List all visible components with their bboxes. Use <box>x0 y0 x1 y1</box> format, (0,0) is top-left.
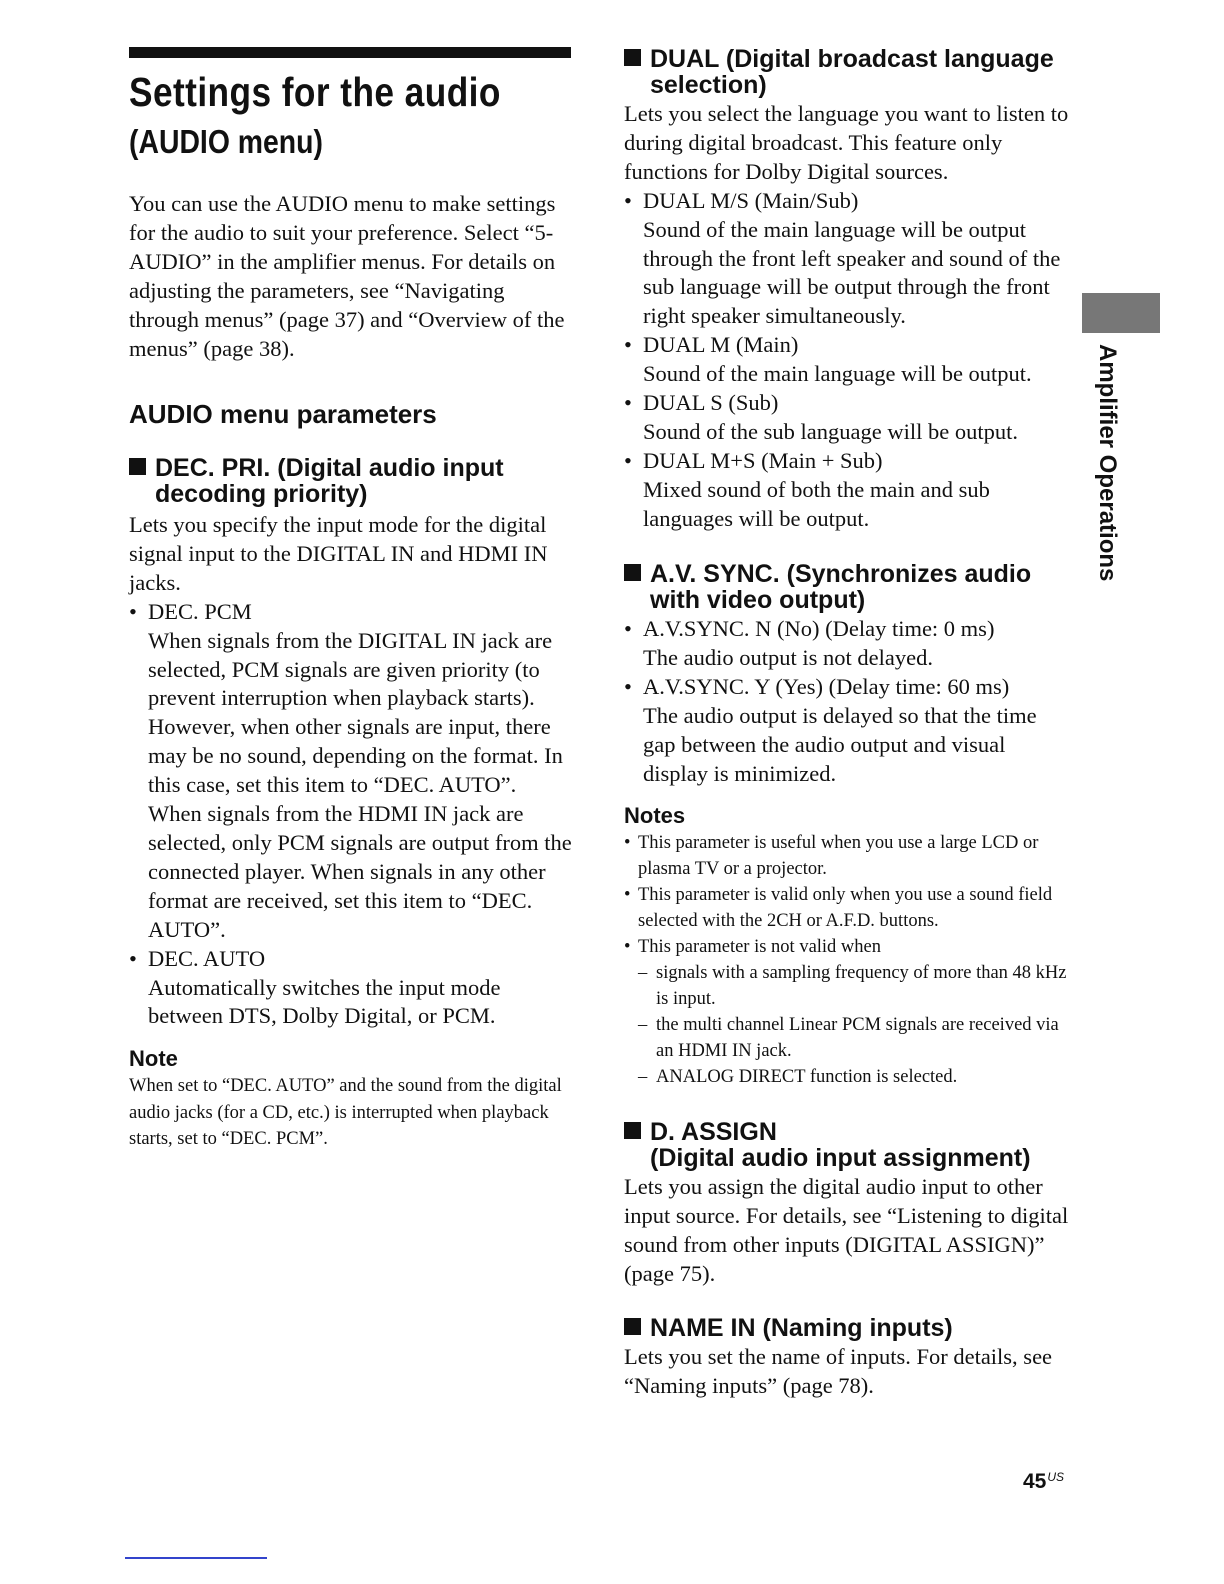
name-in-section <box>624 1315 1069 1401</box>
dual-options <box>624 187 1069 534</box>
dual-section <box>624 46 1069 534</box>
sub-note-text: signals with a sampling frequency of more than 48 kHz is input. <box>656 963 1067 1010</box>
notes-list <box>624 830 1069 1090</box>
page-number: $45^{US}$ <box>1023 1470 1065 1493</box>
dec-pri-description: Lets you specify the input mode for the digital signal input to the DIGITAL IN and HDMI IN jacks. <box>129 512 548 595</box>
d-assign-section <box>624 1119 1069 1289</box>
option-label: DUAL M (Main) <box>643 332 799 358</box>
av-sync-options <box>624 615 1069 788</box>
sub-notes-list <box>638 960 1069 1090</box>
title-rule <box>129 47 571 58</box>
option-label: A.V.SYNC. N (No) (Delay time: 0 ms) <box>643 616 995 641</box>
option-label: DEC. AUTO <box>148 945 266 971</box>
option-label: DUAL M/S (Main/Sub) <box>643 187 859 213</box>
note-text: This parameter is useful when you use a large LCD or plasma TV or a projector. <box>638 833 1039 880</box>
section-heading-audio-menu-parameters: AUDIO menu parameters <box>129 399 437 429</box>
page-suffix: US <box>1047 1470 1065 1484</box>
option-description: The audio output is delayed so that the time gap between the audio output and visual display is minimized. <box>643 702 1037 786</box>
list-item <box>638 1064 1069 1090</box>
option-description: Sound of the main language will be output through the front left speaker and sound of the sub language will be output through the front right speaker simultaneously. <box>643 216 1061 329</box>
square-bullet-icon <box>624 1318 641 1335</box>
dec-pri-options <box>129 598 574 1032</box>
av-sync-section <box>624 561 1069 1090</box>
option-description: When signals from the DIGITAL IN jack are selected, PCM signals are given priority (to prevent interruption when playback starts). However, when other signals are input, there may be no sound, depending on the format. In this case, set this item to “DEC. AUTO”. When signals from the HDMI IN jack are selected, only PCM signals are output from the connected player. When signals in any other format are received, set this item to “DEC. AUTO”. <box>148 627 572 942</box>
list-item <box>129 945 574 1032</box>
option-description: Sound of the main language will be output. <box>643 361 1032 387</box>
side-tab <box>1087 346 1127 580</box>
option-description: The audio output is not delayed. <box>643 644 933 670</box>
side-tab-marker <box>1082 293 1160 333</box>
dec-pri-heading: DEC. PRI. (Digital audio input decoding priority) <box>129 455 574 507</box>
bullet-icon: • <box>624 616 632 641</box>
list-item <box>624 934 1069 1090</box>
dash-icon: – <box>638 1067 648 1088</box>
sub-note-text: ANALOG DIRECT function is selected. <box>656 1067 958 1088</box>
list-item <box>638 960 1069 1012</box>
footer-rule <box>125 1557 267 1559</box>
bullet-icon: • <box>624 833 631 854</box>
list-item <box>624 389 1069 447</box>
option-label: DUAL S (Sub) <box>643 390 779 416</box>
sub-note-text: the multi channel Linear PCM signals are received via an HDMI IN jack. <box>656 1015 1059 1062</box>
side-tab-label: Amplifier Operations <box>1094 344 1121 582</box>
option-label: A.V.SYNC. Y (Yes) (Delay time: 60 ms) <box>643 673 1010 699</box>
av-sync-heading: A.V. SYNC. (Synchronizes audio with video output) <box>624 561 1069 613</box>
option-label: DEC. PCM <box>148 598 252 624</box>
bullet-icon: • <box>129 598 137 624</box>
name-in-description: Lets you set the name of inputs. For details, see “Naming inputs” (page 78). <box>624 1344 1053 1398</box>
dec-pri-section <box>129 455 574 1153</box>
option-description: Automatically switches the input mode between DTS, Dolby Digital, or PCM. <box>148 974 501 1029</box>
list-item <box>624 830 1069 882</box>
bullet-icon: • <box>624 673 632 699</box>
list-item <box>624 187 1069 332</box>
list-item <box>624 615 1069 673</box>
bullet-icon: • <box>624 390 632 416</box>
note-text: When set to “DEC. AUTO” and the sound from the digital audio jacks (for a CD, etc.) is interrupted when playback starts, set to “DEC. PCM”. <box>129 1076 562 1150</box>
bullet-icon: • <box>624 332 632 358</box>
dash-icon: – <box>638 963 648 984</box>
page-subtitle: (AUDIO menu) <box>129 123 323 160</box>
note-text: This parameter is valid only when you use a sound field selected with the 2CH or A.F.D. buttons. <box>638 885 1053 932</box>
list-item <box>624 447 1069 534</box>
list-item <box>638 1012 1069 1064</box>
square-bullet-icon <box>624 49 641 66</box>
dual-description: Lets you select the language you want to listen to during digital broadcast. This feature only functions for Dolby Digital sources. <box>624 101 1069 184</box>
page-title: Settings for the audio <box>129 69 501 115</box>
d-assign-description: Lets you assign the digital audio input to other input source. For details, see “Listening to digital sound from other inputs (DIGITAL ASSIGN)” (page 75). <box>624 1174 1069 1286</box>
intro-paragraph: You can use the AUDIO menu to make settings for the audio to suit your preference. Select “5-AUDIO” in the amplifier menus. For details on adjusting the parameters, see “Navigating through menus” (page 37) and “Overview of the menus” (page 38). <box>129 191 565 361</box>
d-assign-heading: D. ASSIGN (Digital audio input assignment) <box>624 1119 1069 1171</box>
bullet-icon: • <box>624 937 631 958</box>
bullet-icon: • <box>624 447 632 473</box>
list-item <box>624 673 1069 789</box>
option-description: Mixed sound of both the main and sub languages will be output. <box>643 476 990 531</box>
list-item <box>624 882 1069 934</box>
notes-heading: Notes <box>624 803 686 829</box>
square-bullet-icon <box>129 458 146 475</box>
note-text: This parameter is not valid when <box>638 937 882 958</box>
square-bullet-icon <box>624 1122 641 1139</box>
square-bullet-icon <box>624 564 641 581</box>
note-heading: Note <box>129 1046 178 1072</box>
bullet-icon: • <box>624 187 632 213</box>
option-label: DUAL M+S (Main + Sub) <box>643 447 883 473</box>
bullet-icon: • <box>624 885 631 906</box>
dash-icon: – <box>638 1015 648 1036</box>
list-item <box>129 598 574 945</box>
dual-heading: DUAL (Digital broadcast language selection) <box>624 46 1069 98</box>
name-in-heading: NAME IN (Naming inputs) <box>624 1315 1069 1341</box>
list-item <box>624 331 1069 389</box>
bullet-icon: • <box>129 945 137 971</box>
option-description: Sound of the sub language will be output. <box>643 418 1018 444</box>
